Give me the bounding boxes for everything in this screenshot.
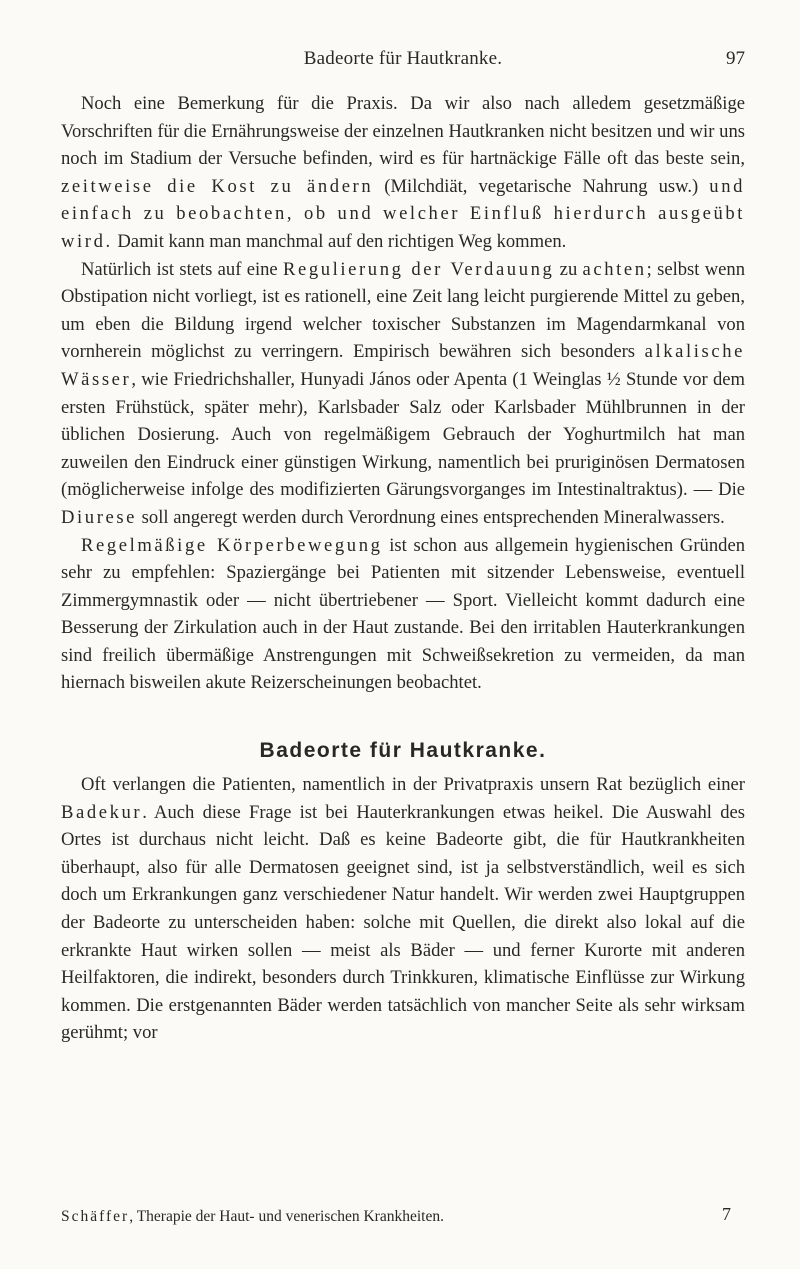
page-number: 97 xyxy=(726,48,745,69)
running-head xyxy=(61,48,745,78)
emphasized-text: Badekur xyxy=(61,801,143,823)
text-run: ; selbst wenn Obstipation nicht vorliegt, ist es rationell, eine Zeit lang leicht purgierende Mittel zu geben, um eben die Bildung irgend welcher toxischer Substanzen im Magendarmkanal von vornherein möglichst zu verringern. Empirisch bewähren sich besonders xyxy=(61,258,746,363)
text-run: zu xyxy=(554,258,583,280)
text-run: Noch eine Bemerkung für die Praxis. Da wir also nach alledem gesetzmäßige Vorschriften für die Ernährungsweise der einzelnen Hautkranken nicht besitzen und wir uns noch im Stadium der Versuche befinden, wird es für hartnäckige Fälle oft das beste sein, xyxy=(61,93,745,170)
emphasized-text: zeitweise die Kost zu ändern xyxy=(61,175,374,197)
page-footer xyxy=(61,1204,745,1228)
section-heading: Badeorte für Hautkranke. xyxy=(259,739,547,763)
text-run: Damit kann man manchmal auf den richtigen Weg kommen. xyxy=(112,230,567,252)
section-body-text xyxy=(61,771,745,1047)
paragraph xyxy=(61,256,745,532)
emphasized-text: Diurese xyxy=(61,506,138,528)
document-page xyxy=(61,48,745,1047)
footer-book-title: , Therapie der Haut- und venerischen Krankheiten. xyxy=(129,1208,444,1225)
paragraph xyxy=(61,532,745,698)
running-head-title: Badeorte für Hautkranke. xyxy=(303,48,503,69)
emphasized-text: und einfach zu beobachten, ob und welcher Einfluß hierdurch ausgeübt wird. xyxy=(61,175,745,252)
text-run: Natürlich ist stets auf eine xyxy=(81,258,283,280)
text-run: , wie Friedrichshaller, Hunyadi János oder Apenta (1 Weinglas ½ Stunde vor dem ersten Frühstück, später mehr), Karlsbader Salz oder Karlsbader Mühlbrunnen in der üblichen Dosierung. Auch von regelmäßigem Gebrauch der Yoghurtmilch hat man zuweilen den Eindruck einer günstigen Wirkung, namentlich bei pruriginösen Dermatosen (möglicherweise infolge des modifizierten Gärungsvorganges im Intestinaltraktus). — Die xyxy=(61,368,745,501)
emphasized-text: alkalische Wässer xyxy=(61,341,745,390)
emphasized-text: Regelmäßige Körperbewegung xyxy=(81,534,383,556)
paragraph xyxy=(61,90,745,256)
footer-author: Schäffer xyxy=(61,1208,130,1225)
text-run: ist schon aus allgemein hygienischen Gründen sehr zu empfehlen: Spaziergänge bei Patienten mit sitzender Lebensweise, eventuell Zimmergymnastik oder — nicht übertriebener — Sport. Vielleicht kommt dadurch eine Besserung der Zirkulation auch in der Haut zustande. Bei den irritablen Hauterkrankungen sind freilich übermäßige Anstrengungen mit Schweißsekretion zu vermeiden, da man hiernach bisweilen akute Reizerscheinungen beobachtet. xyxy=(61,534,745,694)
text-run: soll angeregt werden durch Verordnung eines entsprechenden Mineralwassers. xyxy=(137,506,725,528)
emphasized-text: achten xyxy=(582,258,647,280)
body-text xyxy=(61,90,745,697)
signature-mark: 7 xyxy=(722,1204,731,1224)
text-run: . Auch diese Frage ist bei Hauterkrankungen etwas heikel. Die Auswahl des Ortes ist durchaus nicht leicht. Daß es keine Badeorte gibt, die für Hautkrankheiten überhaupt, also für alle Dermatosen geeignet sind, ist ja selbstverständlich, weil es sich doch um Erkrankungen ganz verschiedener Natur handelt. Wir werden zwei Hauptgruppen der Badeorte zu unterscheiden haben: solche mit Quellen, die direkt also lokal auf die erkrankte Haut wirken sollen — meist als Bäder — und ferner Kurorte mit anderen Heilfaktoren, die indirekt, besonders durch Trinkkuren, klimatische Einflüsse zur Wirkung kommen. Die erstgenannten Bäder werden tatsächlich von mancher Seite als sehr wirksam gerühmt; vor xyxy=(61,801,745,1044)
text-run: (Milchdiät, vegetarische Nahrung usw.) xyxy=(373,175,710,197)
emphasized-text: Regulierung der Verdauung xyxy=(282,258,555,280)
paragraph xyxy=(61,771,745,1047)
text-run: Oft verlangen die Patienten, namentlich in der Privatpraxis unsern Rat bezüglich einer xyxy=(81,774,745,796)
